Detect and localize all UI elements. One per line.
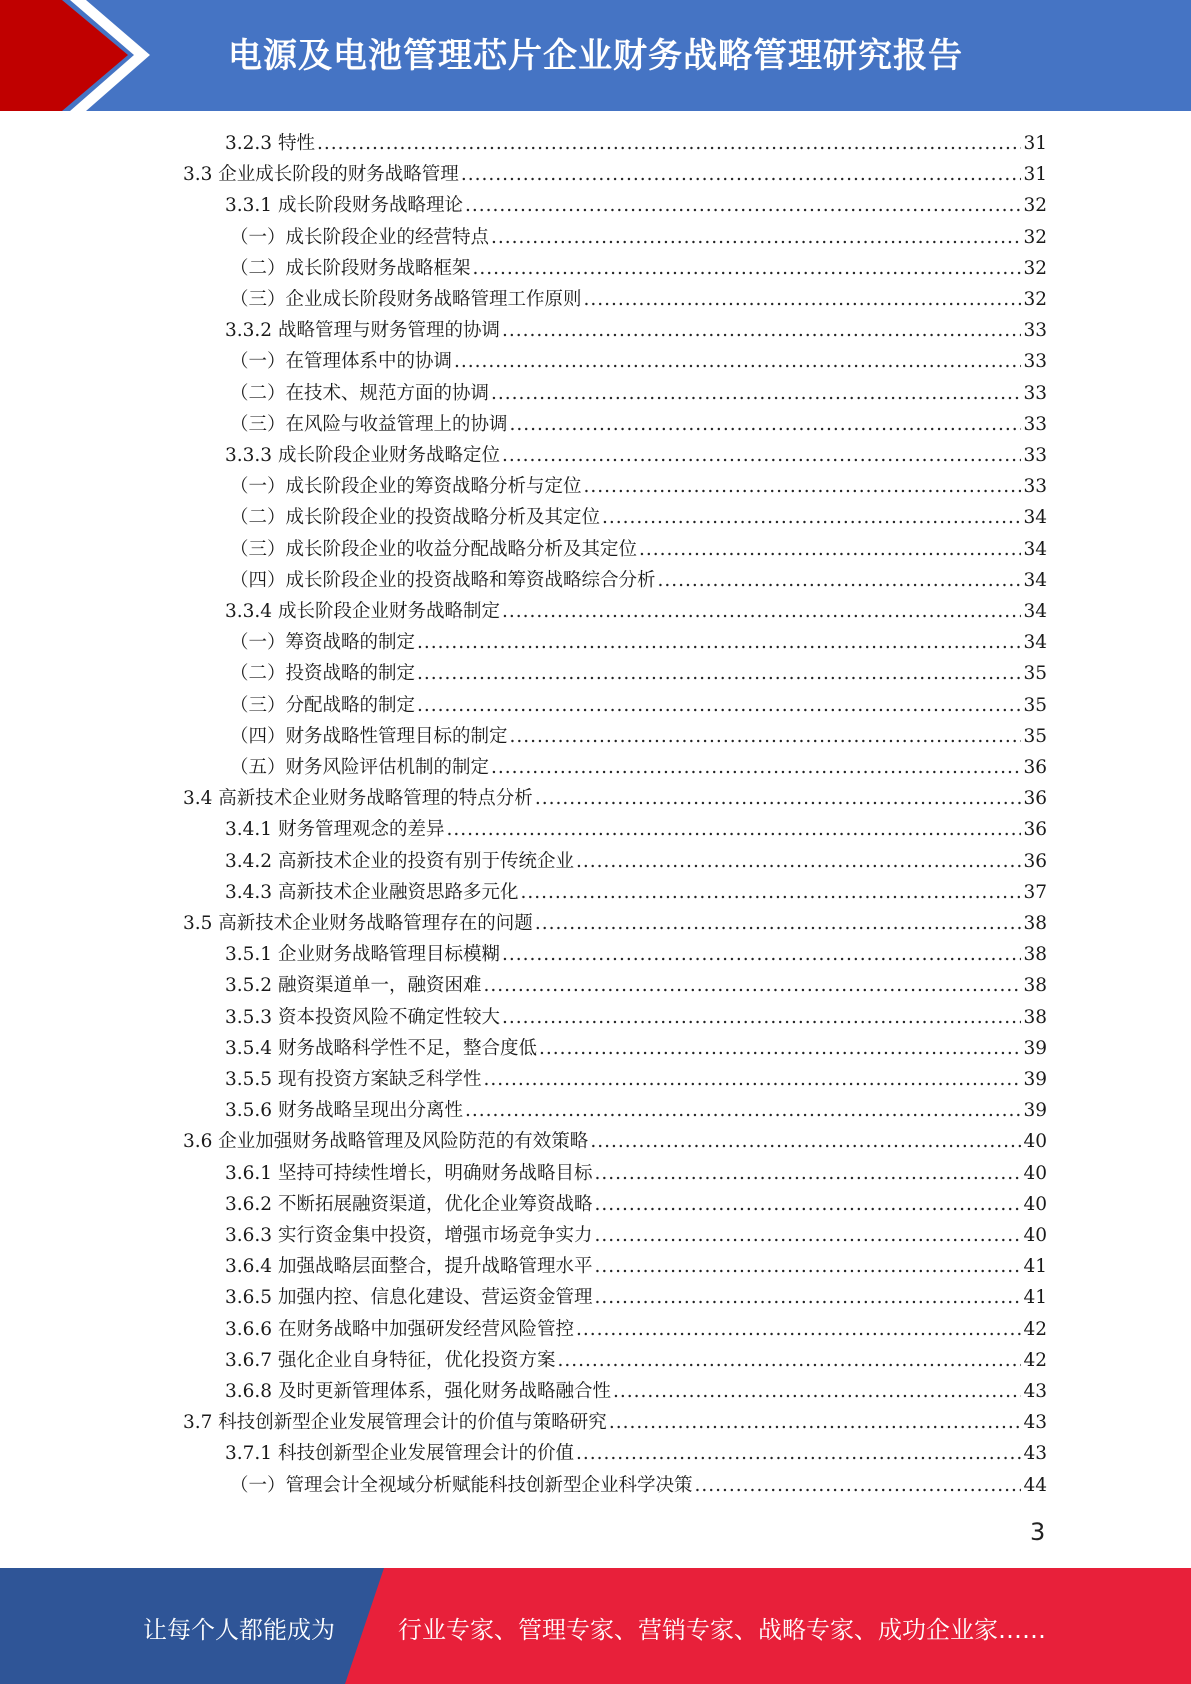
toc-leader-dots xyxy=(461,159,1022,190)
toc-entry-page: 39 xyxy=(1023,1100,1047,1122)
toc-leader-dots xyxy=(417,690,1021,721)
toc-leader-dots xyxy=(502,939,1021,970)
toc-leader-dots xyxy=(502,440,1021,471)
footer-slogan: 让每个人都能成为 xyxy=(143,1616,335,1644)
toc-leader-dots xyxy=(465,1095,1021,1126)
toc-entry[interactable] xyxy=(225,1220,1047,1251)
toc-entry-label: 3.6 企业加强财务战略管理及风险防范的有效策略 xyxy=(183,1131,589,1153)
toc-entry[interactable] xyxy=(230,721,1047,752)
toc-entry-page: 31 xyxy=(1023,133,1047,154)
toc-leader-dots xyxy=(613,1376,1021,1407)
toc-leader-dots xyxy=(590,1126,1021,1157)
toc-entry[interactable] xyxy=(183,783,1047,814)
toc-entry-label: 3.6.7 强化企业自身特征，优化投资方案 xyxy=(225,1349,556,1371)
toc-leader-dots xyxy=(520,877,1021,908)
toc-entry-page: 32 xyxy=(1023,257,1047,279)
toc-leader-dots xyxy=(317,128,1022,159)
toc-entry-label: 3.6.8 及时更新管理体系，强化财务战略融合性 xyxy=(225,1381,611,1402)
toc-entry-label: 3.5.2 融资渠道单一，融资困难 xyxy=(225,975,482,997)
toc-leader-dots xyxy=(584,284,1022,315)
toc-entry[interactable] xyxy=(225,1095,1047,1126)
toc-entry[interactable] xyxy=(230,409,1047,440)
toc-entry[interactable] xyxy=(183,159,1047,190)
toc-entry[interactable] xyxy=(225,1064,1047,1095)
toc-entry[interactable] xyxy=(225,596,1047,627)
toc-leader-dots xyxy=(639,534,1021,565)
toc-entry[interactable] xyxy=(225,1158,1047,1189)
toc-entry-label: （二）在技术、规范方面的协调 xyxy=(230,382,490,404)
toc-entry[interactable] xyxy=(225,877,1047,908)
toc-entry-label: 3.3.1 成长阶段财务战略理论 xyxy=(225,195,463,217)
red-chevron-icon xyxy=(0,0,160,111)
toc-entry-page: 34 xyxy=(1023,601,1047,622)
toc-entry[interactable] xyxy=(183,1407,1047,1438)
toc-entry[interactable] xyxy=(225,190,1047,221)
toc-entry-label: （一）筹资战略的制定 xyxy=(230,632,416,654)
toc-entry[interactable] xyxy=(225,1189,1047,1220)
toc-leader-dots xyxy=(594,1189,1021,1220)
toc-entry-label: （一）成长阶段企业的经营特点 xyxy=(230,226,490,248)
toc-leader-dots xyxy=(491,752,1021,783)
toc-entry[interactable] xyxy=(225,970,1047,1001)
toc-entry-label: 3.7.1 科技创新型企业发展管理会计的价值 xyxy=(225,1443,574,1465)
report-title: 电源及电池管理芯片企业财务战略管理研究报告 xyxy=(228,36,963,76)
toc-entry[interactable] xyxy=(183,908,1047,939)
toc-entry-label: 3.5.5 现有投资方案缺乏科学性 xyxy=(225,1069,482,1090)
toc-entry-label: （二）投资战略的制定 xyxy=(230,663,416,685)
toc-entry[interactable] xyxy=(225,1376,1047,1407)
toc-leader-dots xyxy=(576,846,1021,877)
toc-entry-label: 3.6.5 加强内控、信息化建设、营运资金管理 xyxy=(225,1287,593,1309)
toc-entry[interactable] xyxy=(225,315,1047,346)
toc-leader-dots xyxy=(454,346,1021,377)
page-footer xyxy=(0,1568,1191,1684)
toc-entry-page: 33 xyxy=(1023,351,1047,373)
toc-entry-page: 43 xyxy=(1023,1381,1047,1402)
toc-entry-page: 35 xyxy=(1023,694,1047,716)
toc-entry-label: 3.3.4 成长阶段企业财务战略制定 xyxy=(225,601,500,622)
toc-entry[interactable] xyxy=(183,1126,1047,1157)
toc-leader-dots xyxy=(473,253,1022,284)
toc-entry-label: 3.5.6 财务战略呈现出分离性 xyxy=(225,1100,463,1122)
footer-roles: 行业专家、管理专家、营销专家、战略专家、成功企业家…… xyxy=(398,1616,1046,1644)
toc-entry[interactable] xyxy=(230,627,1047,658)
toc-entry-page: 34 xyxy=(1023,538,1047,560)
toc-entry-label: （二）成长阶段企业的投资战略分析及其定位 xyxy=(230,507,601,529)
toc-entry-label: 3.6.1 坚持可持续性增长，明确财务战略目标 xyxy=(225,1162,593,1184)
toc-entry-page: 36 xyxy=(1023,850,1047,872)
toc-leader-dots xyxy=(491,378,1021,409)
toc-entry-page: 32 xyxy=(1023,226,1047,248)
toc-entry-label: 3.3 企业成长阶段的财务战略管理 xyxy=(183,164,459,186)
toc-leader-dots xyxy=(594,1282,1021,1313)
toc-entry-page: 33 xyxy=(1023,445,1047,466)
toc-entry[interactable] xyxy=(225,128,1047,159)
toc-leader-dots xyxy=(594,1220,1021,1251)
toc-leader-dots xyxy=(594,1158,1021,1189)
toc-entry-page: 40 xyxy=(1023,1225,1047,1246)
toc-entry-page: 43 xyxy=(1023,1412,1047,1434)
toc-leader-dots xyxy=(502,315,1021,346)
toc-entry[interactable] xyxy=(225,440,1047,471)
toc-leader-dots xyxy=(576,1314,1021,1345)
toc-entry-page: 34 xyxy=(1023,507,1047,529)
toc-entry-label: （一）在管理体系中的协调 xyxy=(230,351,453,373)
toc-entry[interactable] xyxy=(230,752,1047,783)
toc-entry-label: （三）企业成长阶段财务战略管理工作原则 xyxy=(230,289,582,310)
toc-entry-page: 36 xyxy=(1023,788,1047,810)
toc-entry-label: 3.5 高新技术企业财务战略管理存在的问题 xyxy=(183,913,533,934)
toc-entry[interactable] xyxy=(230,253,1047,284)
toc-leader-dots xyxy=(695,1470,1022,1501)
toc-entry-label: 3.5.3 资本投资风险不确定性较大 xyxy=(225,1006,500,1028)
toc-leader-dots xyxy=(609,1407,1022,1438)
toc-entry[interactable] xyxy=(230,534,1047,565)
toc-entry-page: 42 xyxy=(1023,1318,1047,1340)
page-header xyxy=(0,0,1191,111)
toc-entry-label: （一）成长阶段企业的筹资战略分析与定位 xyxy=(230,476,582,498)
toc-entry-label: （三）分配战略的制定 xyxy=(230,694,416,716)
toc-leader-dots xyxy=(465,190,1021,221)
toc-entry-page: 39 xyxy=(1023,1069,1047,1090)
toc-entry-label: 3.6.3 实行资金集中投资，增强市场竞争实力 xyxy=(225,1225,593,1246)
toc-leader-dots xyxy=(417,658,1021,689)
toc-entry-label: （二）成长阶段财务战略框架 xyxy=(230,257,471,279)
toc-entry[interactable] xyxy=(230,658,1047,689)
toc-leader-dots xyxy=(502,596,1021,627)
toc-leader-dots xyxy=(594,1251,1021,1282)
toc-entry-label: （四）成长阶段企业的投资战略和筹资战略综合分析 xyxy=(230,569,656,591)
toc-entry[interactable] xyxy=(225,814,1047,845)
toc-entry-label: 3.4 高新技术企业财务战略管理的特点分析 xyxy=(183,788,533,810)
toc-entry[interactable] xyxy=(230,471,1047,502)
toc-entry-page: 40 xyxy=(1023,1193,1047,1215)
toc-entry-label: 3.6.2 不断拓展融资渠道，优化企业筹资战略 xyxy=(225,1193,593,1215)
toc-leader-dots xyxy=(539,1033,1021,1064)
toc-entry-page: 41 xyxy=(1023,1287,1047,1309)
toc-leader-dots xyxy=(417,627,1021,658)
toc-entry-page: 44 xyxy=(1023,1474,1047,1496)
toc-entry-label: （三）在风险与收益管理上的协调 xyxy=(230,413,508,435)
toc-entry[interactable] xyxy=(225,1033,1047,1064)
toc-leader-dots xyxy=(576,1438,1021,1469)
toc-entry-page: 42 xyxy=(1023,1349,1047,1371)
toc-entry[interactable] xyxy=(225,939,1047,970)
toc-entry-page: 34 xyxy=(1023,632,1047,654)
toc-entry[interactable] xyxy=(225,1438,1047,1469)
toc-entry-page: 33 xyxy=(1023,382,1047,404)
toc-entry-page: 34 xyxy=(1023,569,1047,591)
toc-leader-dots xyxy=(602,502,1021,533)
toc-leader-dots xyxy=(535,783,1022,814)
toc-entry[interactable] xyxy=(230,690,1047,721)
toc-entry[interactable] xyxy=(225,1251,1047,1282)
toc-entry-label: （三）成长阶段企业的收益分配战略分析及其定位 xyxy=(230,538,638,560)
toc-entry[interactable] xyxy=(230,284,1047,315)
toc-entry-label: 3.5.4 财务战略科学性不足，整合度低 xyxy=(225,1037,537,1059)
toc-entry-label: 3.4.1 财务管理观念的差异 xyxy=(225,819,445,841)
toc-entry-label: 3.3.2 战略管理与财务管理的协调 xyxy=(225,320,500,342)
toc-entry[interactable] xyxy=(230,1470,1047,1501)
toc-entry-page: 31 xyxy=(1023,164,1047,186)
toc-entry-label: 3.2.3 特性 xyxy=(225,133,315,154)
toc-entry-label: 3.6.4 加强战略层面整合，提升战略管理水平 xyxy=(225,1256,593,1278)
toc-entry-label: 3.3.3 成长阶段企业财务战略定位 xyxy=(225,445,500,466)
toc-entry-page: 33 xyxy=(1023,320,1047,342)
toc-entry[interactable] xyxy=(225,1345,1047,1376)
page-number: 3 xyxy=(1030,1518,1046,1546)
toc-leader-dots xyxy=(658,565,1022,596)
toc-entry-page: 40 xyxy=(1023,1162,1047,1184)
toc-entry[interactable] xyxy=(225,1314,1047,1345)
toc-entry-page: 38 xyxy=(1023,944,1047,966)
toc-entry[interactable] xyxy=(230,565,1047,596)
toc-leader-dots xyxy=(510,409,1022,440)
toc-entry-label: 3.5.1 企业财务战略管理目标模糊 xyxy=(225,944,500,966)
toc-entry-page: 33 xyxy=(1023,476,1047,498)
toc-leader-dots xyxy=(491,222,1021,253)
toc-entry-page: 38 xyxy=(1023,975,1047,997)
toc-entry[interactable] xyxy=(230,502,1047,533)
toc-entry-label: 3.4.3 高新技术企业融资思路多元化 xyxy=(225,881,519,903)
toc-entry-page: 39 xyxy=(1023,1037,1047,1059)
toc-leader-dots xyxy=(510,721,1022,752)
toc-entry[interactable] xyxy=(230,222,1047,253)
toc-entry-page: 32 xyxy=(1023,289,1047,310)
toc-leader-dots xyxy=(502,1002,1021,1033)
toc-entry-page: 41 xyxy=(1023,1256,1047,1278)
toc-entry[interactable] xyxy=(230,346,1047,377)
toc-entry-label: 3.7 科技创新型企业发展管理会计的价值与策略研究 xyxy=(183,1412,607,1434)
toc-entry-label: 3.4.2 高新技术企业的投资有别于传统企业 xyxy=(225,850,574,872)
toc-entry-page: 35 xyxy=(1023,725,1047,747)
toc-entry-page: 37 xyxy=(1023,881,1047,903)
toc-entry-label: （五）财务风险评估机制的制定 xyxy=(230,757,490,778)
toc-entry-page: 38 xyxy=(1023,913,1047,934)
toc-entry-page: 35 xyxy=(1023,663,1047,685)
toc-entry[interactable] xyxy=(230,378,1047,409)
toc-entry-page: 36 xyxy=(1023,757,1047,778)
toc-entry[interactable] xyxy=(225,1282,1047,1313)
toc-leader-dots xyxy=(483,1064,1021,1095)
toc-entry-page: 33 xyxy=(1023,413,1047,435)
toc-entry-label: （一）管理会计全视域分析赋能科技创新型企业科学决策 xyxy=(230,1474,693,1496)
toc-leader-dots xyxy=(557,1345,1021,1376)
toc-entry-label: （四）财务战略性管理目标的制定 xyxy=(230,725,508,747)
toc-entry-page: 40 xyxy=(1023,1131,1047,1153)
toc-entry[interactable] xyxy=(225,846,1047,877)
toc-leader-dots xyxy=(535,908,1022,939)
toc-entry-page: 43 xyxy=(1023,1443,1047,1465)
toc-leader-dots xyxy=(483,970,1021,1001)
toc-entry-label: 3.6.6 在财务战略中加强研发经营风险管控 xyxy=(225,1318,574,1340)
toc-entry-page: 36 xyxy=(1023,819,1047,841)
toc-entry-page: 32 xyxy=(1023,195,1047,217)
toc-entry-page: 38 xyxy=(1023,1006,1047,1028)
toc-entry[interactable] xyxy=(225,1002,1047,1033)
toc-leader-dots xyxy=(446,814,1021,845)
toc-leader-dots xyxy=(584,471,1022,502)
